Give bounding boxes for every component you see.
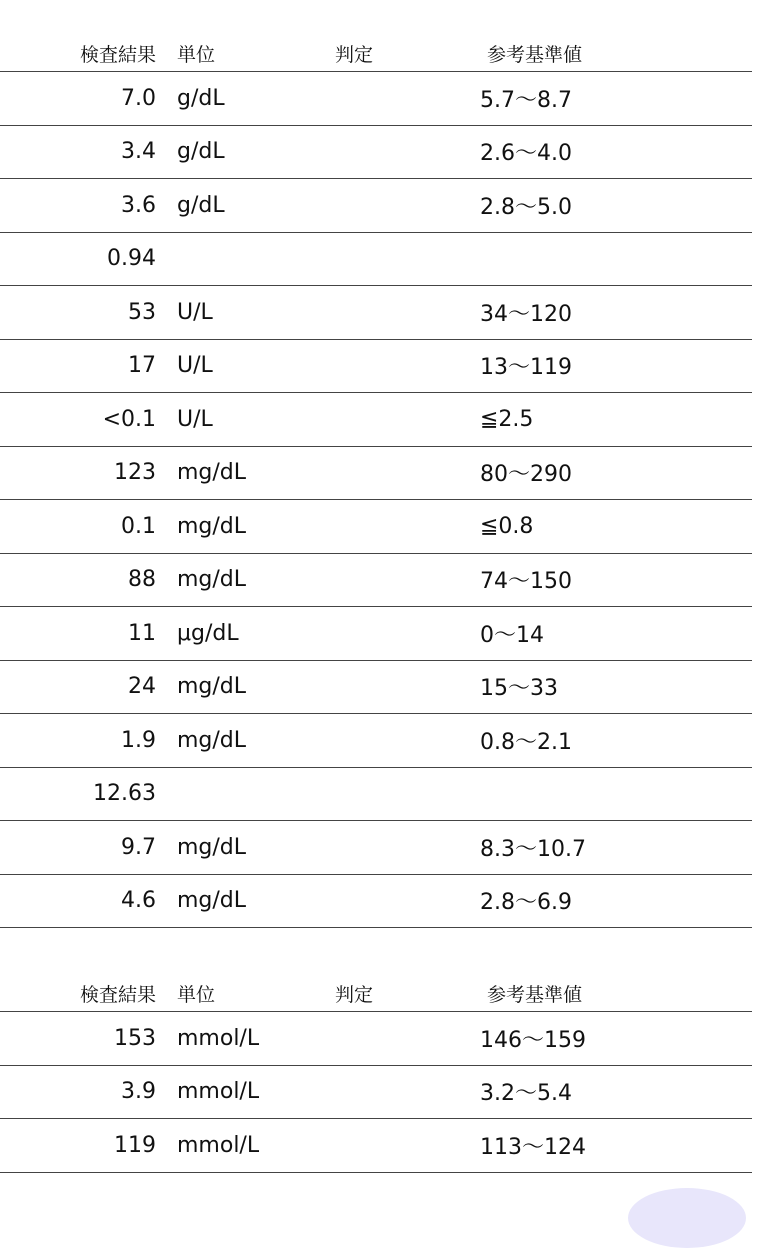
result-cell: 3.9 bbox=[121, 1079, 156, 1105]
result-cell: 1.9 bbox=[121, 727, 156, 753]
header-result: 検査結果 bbox=[79, 44, 156, 66]
unit-cell: g/dL bbox=[177, 192, 225, 218]
result-cell: 7.0 bbox=[121, 85, 156, 111]
header-result: 検査結果 bbox=[79, 984, 156, 1006]
reference-cell: 2.8〜5.0 bbox=[480, 194, 572, 220]
header-reference: 参考基準値 bbox=[487, 44, 583, 66]
unit-cell: mg/dL bbox=[177, 834, 247, 860]
result-cell: 4.6 bbox=[121, 888, 156, 914]
reference-cell: 8.3〜10.7 bbox=[480, 836, 586, 862]
unit-cell: μg/dL bbox=[177, 620, 239, 646]
table-header bbox=[0, 970, 752, 1012]
table-row bbox=[0, 661, 752, 715]
unit-cell: g/dL bbox=[177, 139, 225, 165]
reference-cell: 80〜290 bbox=[480, 462, 572, 488]
header-reference: 参考基準値 bbox=[487, 984, 583, 1006]
unit-cell: mg/dL bbox=[177, 513, 247, 539]
lab-results-table-2 bbox=[0, 970, 752, 1173]
reference-cell: 113〜124 bbox=[480, 1134, 586, 1160]
table-row bbox=[0, 233, 752, 287]
unit-cell: mg/dL bbox=[177, 727, 247, 753]
reference-cell: 13〜119 bbox=[480, 355, 572, 381]
reference-cell: 74〜150 bbox=[480, 569, 572, 595]
reference-cell: 5.7〜8.7 bbox=[480, 87, 572, 113]
result-cell: 17 bbox=[128, 353, 156, 379]
result-cell: 123 bbox=[114, 460, 156, 486]
decorative-bubble bbox=[628, 1188, 746, 1248]
unit-cell: U/L bbox=[177, 406, 213, 432]
reference-cell: ≦2.5 bbox=[480, 406, 534, 432]
reference-cell: 15〜33 bbox=[480, 676, 558, 702]
unit-cell: U/L bbox=[177, 353, 213, 379]
result-cell: 0.94 bbox=[107, 246, 156, 272]
table-body bbox=[0, 72, 752, 928]
header-unit: 単位 bbox=[177, 44, 216, 66]
table-row bbox=[0, 1012, 752, 1066]
reference-cell: 3.2〜5.4 bbox=[480, 1081, 572, 1107]
unit-cell: mg/dL bbox=[177, 460, 247, 486]
reference-cell: 34〜120 bbox=[480, 301, 572, 327]
result-cell: <0.1 bbox=[102, 406, 156, 432]
result-cell: 3.6 bbox=[121, 192, 156, 218]
table-row bbox=[0, 72, 752, 126]
reference-cell: 0〜14 bbox=[480, 622, 544, 648]
table-row bbox=[0, 1119, 752, 1173]
reference-cell: 2.8〜6.9 bbox=[480, 890, 572, 916]
result-cell: 0.1 bbox=[121, 513, 156, 539]
table-row bbox=[0, 607, 752, 661]
table-row bbox=[0, 714, 752, 768]
table-row bbox=[0, 768, 752, 822]
lab-results-table-1 bbox=[0, 30, 752, 928]
reference-cell: 146〜159 bbox=[480, 1027, 586, 1053]
table-header bbox=[0, 30, 752, 72]
header-judgement: 判定 bbox=[335, 44, 374, 66]
result-cell: 24 bbox=[128, 674, 156, 700]
table-row bbox=[0, 1066, 752, 1120]
table-row bbox=[0, 500, 752, 554]
result-cell: 11 bbox=[128, 620, 156, 646]
unit-cell: mg/dL bbox=[177, 888, 247, 914]
table-row bbox=[0, 875, 752, 929]
result-cell: 9.7 bbox=[121, 834, 156, 860]
unit-cell: mg/dL bbox=[177, 674, 247, 700]
result-cell: 153 bbox=[114, 1025, 156, 1051]
unit-cell: mmol/L bbox=[177, 1079, 260, 1105]
result-cell: 12.63 bbox=[93, 781, 156, 807]
table-row bbox=[0, 447, 752, 501]
reference-cell: 2.6〜4.0 bbox=[480, 141, 572, 167]
unit-cell: U/L bbox=[177, 299, 213, 325]
result-cell: 3.4 bbox=[121, 139, 156, 165]
header-judgement: 判定 bbox=[335, 984, 374, 1006]
table-row bbox=[0, 126, 752, 180]
table-row bbox=[0, 340, 752, 394]
table-row bbox=[0, 393, 752, 447]
reference-cell: ≦0.8 bbox=[480, 513, 534, 539]
unit-cell: mmol/L bbox=[177, 1132, 260, 1158]
header-unit: 単位 bbox=[177, 984, 216, 1006]
result-cell: 88 bbox=[128, 567, 156, 593]
unit-cell: mg/dL bbox=[177, 567, 247, 593]
reference-cell: 0.8〜2.1 bbox=[480, 729, 572, 755]
table-row bbox=[0, 821, 752, 875]
result-cell: 53 bbox=[128, 299, 156, 325]
table-row bbox=[0, 179, 752, 233]
unit-cell: g/dL bbox=[177, 85, 225, 111]
result-cell: 119 bbox=[114, 1132, 156, 1158]
table-body bbox=[0, 1012, 752, 1173]
table-row bbox=[0, 554, 752, 608]
table-row bbox=[0, 286, 752, 340]
unit-cell: mmol/L bbox=[177, 1025, 260, 1051]
